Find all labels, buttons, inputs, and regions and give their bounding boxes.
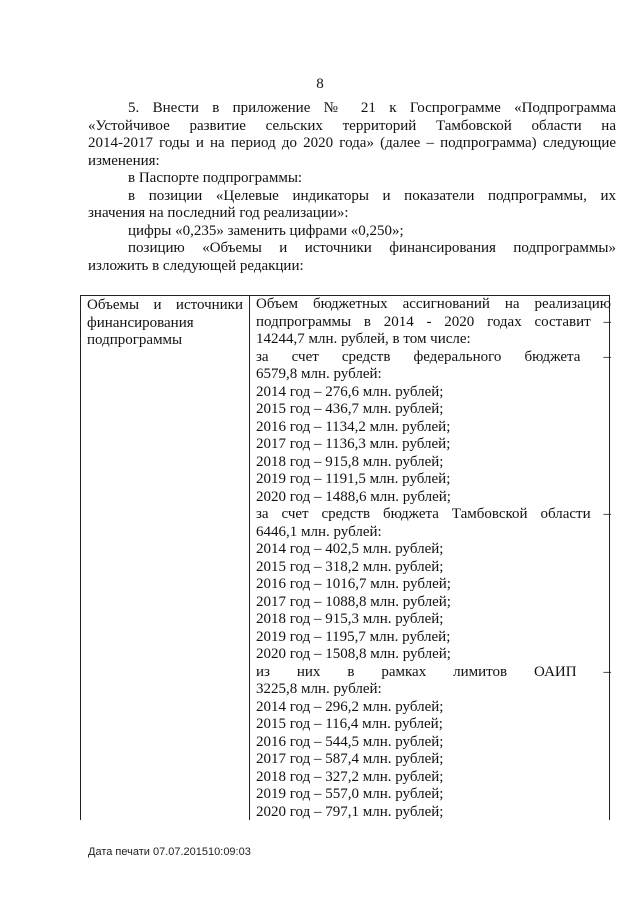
right-cell-line: подпрограммы в 2014 - 2020 годах составит –	[256, 313, 611, 330]
right-cell-line: 2018 год – 915,8 млн. рублей;	[256, 453, 444, 470]
right-cell-line: 2015 год – 318,2 млн. рублей;	[256, 558, 444, 575]
paragraph-line: в позиции «Целевые индикаторы и показатели подпрограммы, их	[128, 187, 616, 204]
paragraph-line: 2014-2017 годы и на период до 2020 года» (далее – подпрограмма) следующие	[88, 135, 616, 151]
right-cell-line: за счет средств федерального бюджета –	[256, 348, 611, 365]
right-cell-line: 2016 год – 1134,2 млн. рублей;	[256, 418, 451, 435]
right-cell-line: 2018 год – 327,2 млн. рублей;	[256, 768, 444, 785]
right-cell-line: 14244,7 млн. рублей, в том числе:	[256, 331, 471, 347]
right-cell-line: 2017 год – 1136,3 млн. рублей;	[256, 436, 451, 452]
right-cell-line: 2019 год – 1191,5 млн. рублей;	[256, 471, 451, 487]
funding-table	[80, 295, 610, 820]
paragraph-line: 5. Внести в приложение № 21 к Госпрограмме «Подпрограмма	[128, 100, 616, 116]
left-cell-line: подпрограммы	[87, 332, 183, 348]
right-cell-line: 2015 год – 436,7 млн. рублей;	[256, 401, 444, 417]
paragraph-line: значения на последний год реализации»:	[88, 205, 349, 221]
paragraph-line: изменения:	[88, 152, 160, 169]
right-cell-line: 2020 год – 1508,8 млн. рублей;	[256, 646, 451, 662]
paragraph-line: в Паспорте подпрограммы:	[128, 170, 303, 186]
right-cell-line: 2018 год – 915,3 млн. рублей;	[256, 611, 444, 627]
paragraph-line: позицию «Объемы и источники финансирования подпрограммы»	[128, 240, 616, 256]
paragraph-line: цифры «0,235» заменить цифрами «0,250»;	[128, 222, 404, 239]
right-cell-line: 2020 год – 1488,6 млн. рублей;	[256, 488, 451, 505]
left-cell-line: Объемы и источники	[87, 297, 243, 313]
paragraph-line: изложить в следующей редакции:	[88, 257, 304, 274]
right-cell-line: 2019 год – 1195,7 млн. рублей;	[256, 628, 451, 645]
page-number: 8	[316, 76, 324, 92]
right-cell-line: 2014 год – 296,2 млн. рублей;	[256, 698, 444, 715]
print-date-footer: Дата печати 07.07.201510:09:03	[88, 846, 251, 858]
right-cell-line: Объем бюджетных ассигнований на реализацию	[256, 296, 611, 312]
table-right-cell	[250, 296, 611, 821]
left-cell-line: финансирования	[87, 314, 194, 331]
right-cell-line: 2015 год – 116,4 млн. рублей;	[256, 716, 443, 732]
right-cell-line: из них в рамках лимитов ОАИП –	[256, 663, 611, 680]
right-cell-line: 6446,1 млн. рублей:	[256, 523, 382, 540]
right-cell-line: 2014 год – 276,6 млн. рублей;	[256, 383, 444, 400]
right-cell-line: за счет средств бюджета Тамбовской области –	[256, 506, 611, 522]
right-cell-line: 6579,8 млн. рублей:	[256, 366, 382, 382]
right-cell-line: 2020 год – 797,1 млн. рублей;	[256, 803, 444, 820]
table-left-cell	[81, 296, 250, 820]
right-cell-line: 2017 год – 1088,8 млн. рублей;	[256, 593, 451, 610]
right-cell-line: 2017 год – 587,4 млн. рублей;	[256, 751, 444, 767]
right-cell-line: 2016 год – 544,5 млн. рублей;	[256, 733, 444, 750]
right-cell-line: 2016 год – 1016,7 млн. рублей;	[256, 576, 451, 592]
right-cell-line: 2014 год – 402,5 млн. рублей;	[256, 541, 444, 557]
paragraph-line: «Устойчивое развитие сельских территорий Тамбовской области на	[88, 117, 616, 134]
amendment-paragraph	[88, 100, 616, 275]
right-cell-line: 3225,8 млн. рублей:	[256, 681, 382, 697]
right-cell-line: 2019 год – 557,0 млн. рублей;	[256, 786, 444, 802]
